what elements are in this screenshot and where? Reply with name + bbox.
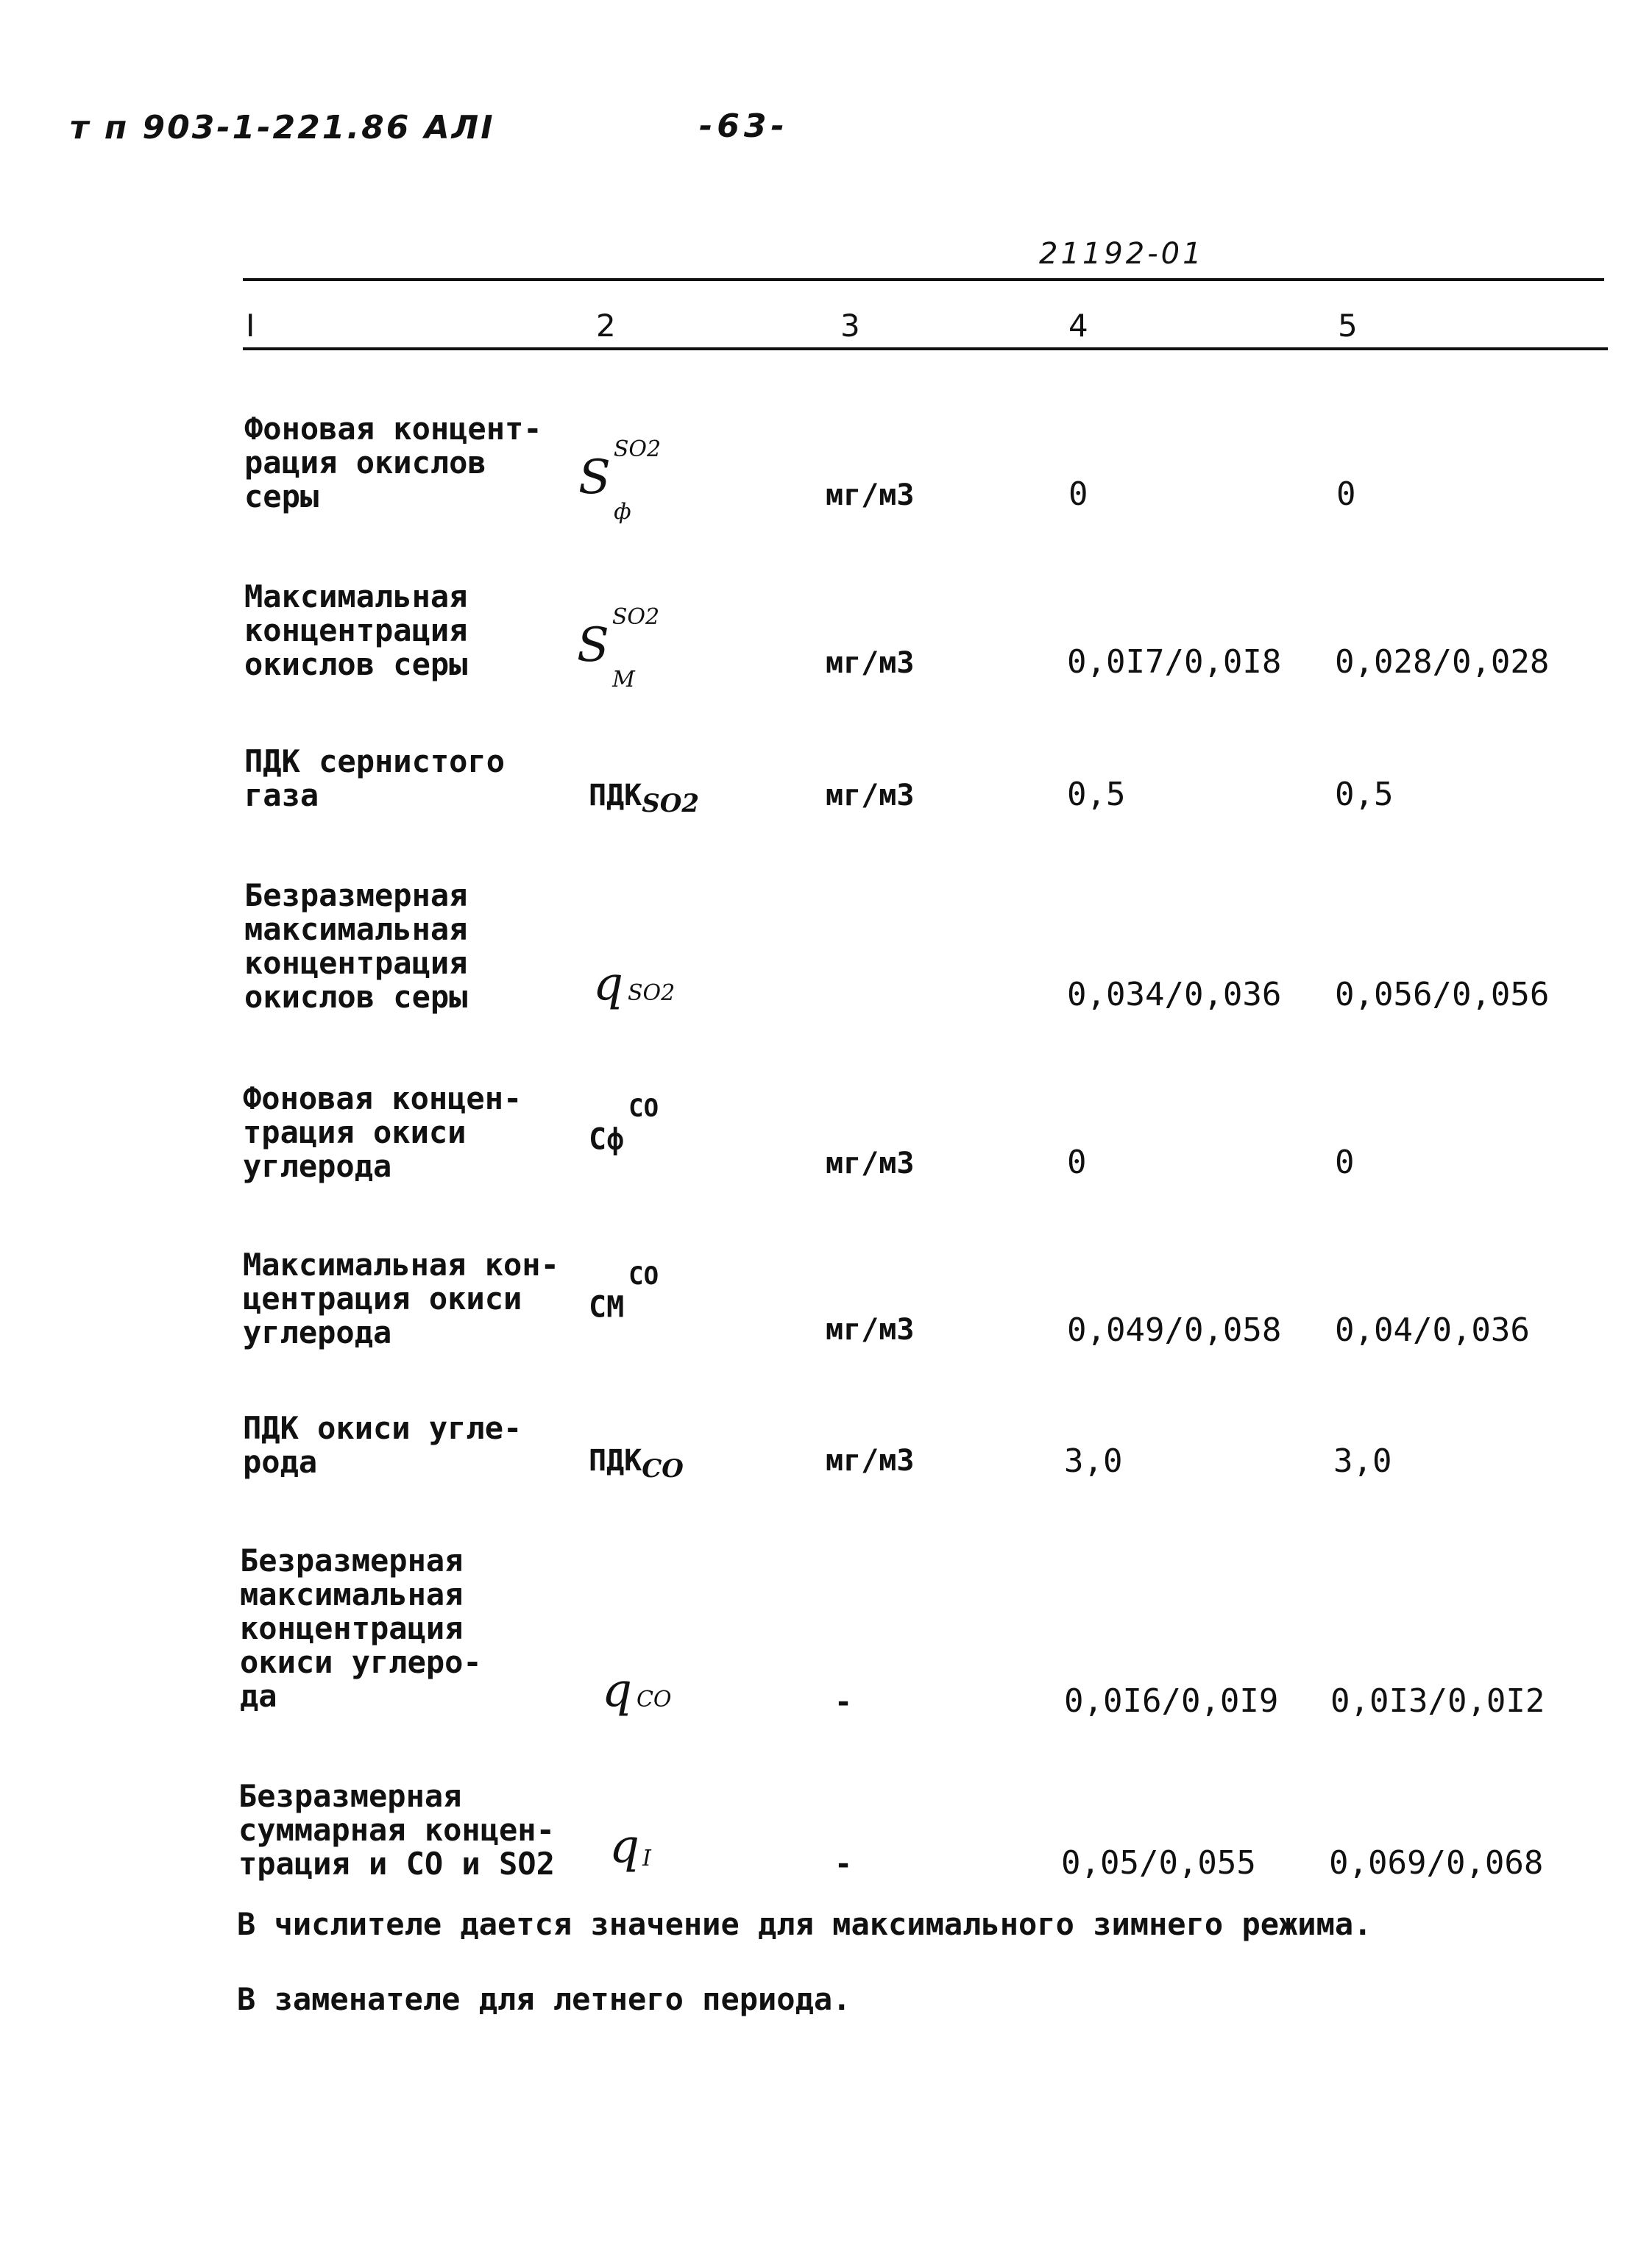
- parameter-symbol: q $_{SO2}$: [593, 957, 676, 1011]
- value-col4: 0,0I6/0,0I9: [1064, 1682, 1279, 1720]
- value-col5: 0: [1335, 1144, 1355, 1181]
- parameter-name: Максимальная концентрация окислов серы: [244, 578, 468, 682]
- value-col5: 0,069/0,068: [1329, 1844, 1544, 1882]
- parameter-name: Фоновая концен- трация окиси углерода: [243, 1080, 522, 1184]
- unit: мг/м3: [826, 646, 915, 680]
- parameter-name: Безразмерная максимальная концентрация окиси углеро- да: [240, 1542, 482, 1714]
- value-col4: 0,034/0,036: [1067, 976, 1282, 1013]
- parameter-symbol: $S^{SO2}_ф$: [578, 436, 662, 525]
- value-col5: 0,0I3/0,0I2: [1330, 1682, 1545, 1720]
- value-col5: 0,04/0,036: [1335, 1311, 1530, 1349]
- unit: -: [834, 1685, 853, 1719]
- value-col5: 3,0: [1333, 1442, 1392, 1480]
- unit: мг/м3: [826, 478, 915, 512]
- value-col4: 0,049/0,058: [1067, 1311, 1282, 1349]
- parameter-symbol: q $_I$: [609, 1819, 651, 1874]
- document-code: т п 903-1-221.86 АЛI: [70, 109, 495, 146]
- column-header-2: 2: [596, 308, 616, 344]
- parameter-name: Безразмерная максимальная концентрация окислов серы: [244, 877, 468, 1015]
- page-number: -63-: [699, 107, 789, 145]
- table-top-rule: [243, 278, 1604, 281]
- value-col4: 0,05/0,055: [1061, 1844, 1256, 1882]
- value-col4: 0: [1067, 1144, 1087, 1181]
- parameter-name: ПДК сернистого газа: [244, 743, 506, 813]
- footnote-denominator: В заменателе для летнего периода.: [237, 1981, 851, 2017]
- value-col4: 0,0I7/0,0I8: [1067, 643, 1282, 681]
- value-col4: 0,5: [1067, 776, 1126, 813]
- parameter-symbol: $ПДК_{SO2}$: [589, 779, 700, 818]
- parameter-name: Максимальная кон- центрация окиси углерода: [243, 1247, 559, 1350]
- value-col5: 0,028/0,028: [1335, 643, 1550, 681]
- parameter-symbol: $Сф^{CO}$: [589, 1094, 659, 1157]
- value-col5: 0,5: [1335, 776, 1394, 813]
- parameter-name: ПДК окиси угле- рода: [243, 1410, 522, 1480]
- parameter-symbol: $СМ^{CO}$: [589, 1261, 659, 1325]
- unit: мг/м3: [826, 1313, 915, 1347]
- unit: -: [834, 1847, 853, 1881]
- parameter-symbol: $S^{SO2}_M$: [577, 603, 660, 692]
- unit: мг/м3: [826, 779, 915, 812]
- footnote-numerator: В числителе дается значение для максимального зимнего режима.: [237, 1906, 1372, 1942]
- unit: мг/м3: [826, 1147, 915, 1180]
- parameter-name: Фоновая концент- рация окислов серы: [244, 411, 542, 514]
- column-header-1: I: [246, 308, 255, 344]
- parameter-symbol: $ПДК_{CO}$: [589, 1444, 684, 1484]
- value-col4: 0: [1068, 475, 1088, 513]
- unit: мг/м3: [826, 1444, 915, 1478]
- value-col4: 3,0: [1064, 1442, 1123, 1480]
- parameter-symbol: q $_{CO}$: [602, 1663, 672, 1718]
- header-bottom-rule: [243, 347, 1608, 350]
- column-header-4: 4: [1068, 308, 1088, 344]
- value-col5: 0: [1336, 475, 1356, 513]
- reference-code: 21192-01: [1039, 237, 1205, 271]
- column-header-5: 5: [1338, 308, 1358, 344]
- value-col5: 0,056/0,056: [1335, 976, 1550, 1013]
- column-header-3: 3: [840, 308, 860, 344]
- parameter-name: Безразмерная суммарная концен- трация и CO и SO2: [238, 1778, 555, 1882]
